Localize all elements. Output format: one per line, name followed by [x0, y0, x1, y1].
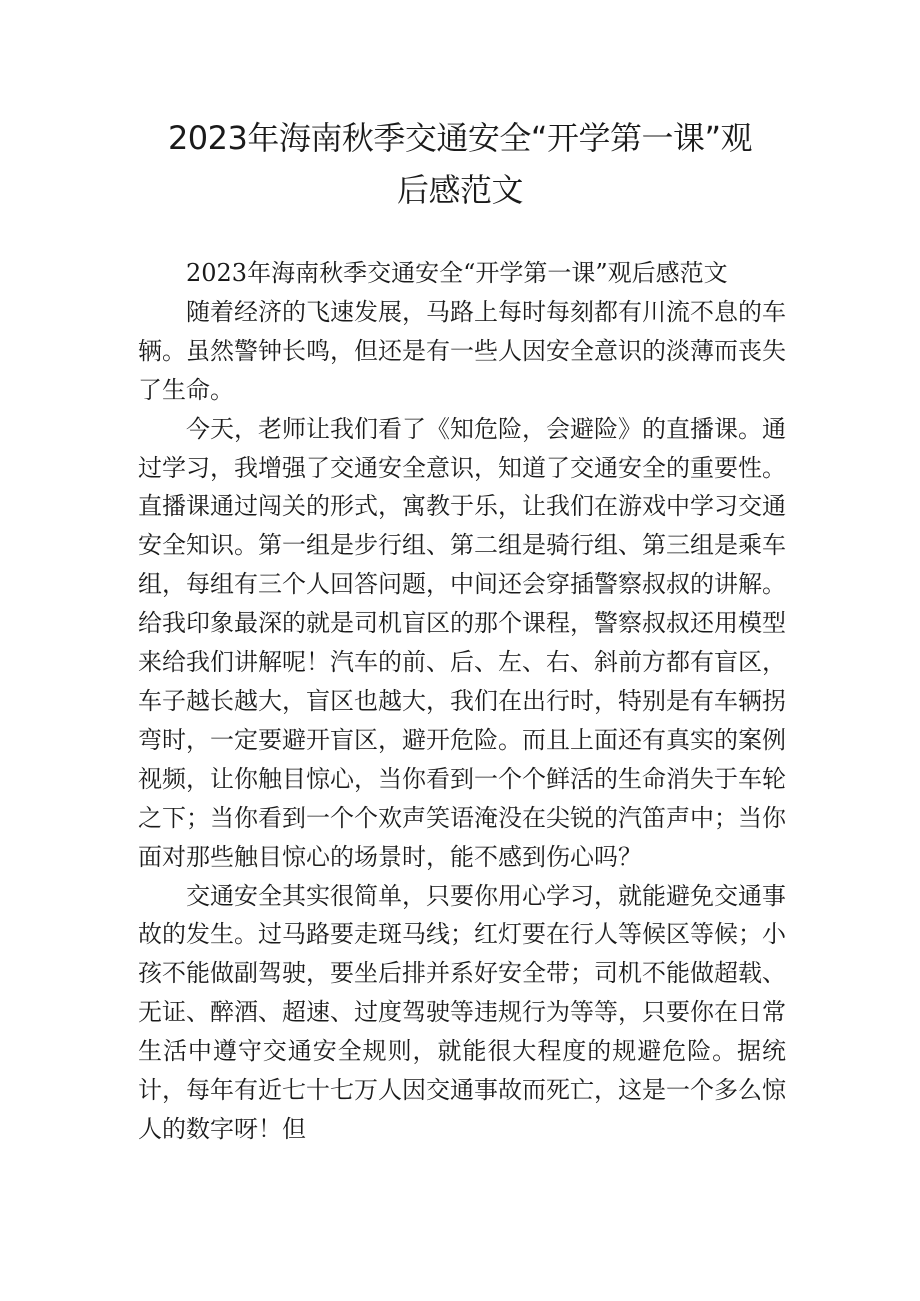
paragraph-3: 交通安全其实很简单，只要你用心学习，就能避免交通事故的发生。过马路要走斑马线；红灯要在行人等候区等候；小孩不能做副驾驶，要坐后排并系好安全带；司机不能做超载、无证、醉酒、超速、过度驾驶等违规行为等等，只要你在日常生活中遵守交通安全规则，就能很大程度的规避危险。据统计，每年有近七十七万人因交通事故而死亡，这是一个多么惊人的数字呀！但: [138, 881, 786, 1143]
paragraph-1: 随着经济的飞速发展，马路上每时每刻都有川流不息的车辆。虽然警钟长鸣，但还是有一些人因安全意识的淡薄而丧失了生命。: [138, 297, 786, 404]
document-title-line-1: 2023年海南秋季交通安全“开学第一课”观: [167, 119, 753, 157]
document-body: [138, 254, 786, 1149]
paragraph-2: 今天，老师让我们看了《知危险，会避险》的直播课。通过学习，我增强了交通安全意识，知道了交通安全的重要性。直播课通过闯关的形式，寓教于乐，让我们在游戏中学习交通安全知识。第一组是步行组、第二组是骑行组、第三组是乘车组，每组有三个人回答问题，中间还会穿插警察叔叔的讲解。给我印象最深的就是司机盲区的那个课程，警察叔叔还用模型来给我们讲解呢！汽车的前、后、左、右、斜前方都有盲区，车子越长越大，盲区也越大，我们在出行时，特别是有车辆拐弯时，一定要避开盲区，避开危险。而且上面还有真实的案例视频，让你触目惊心，当你看到一个个鲜活的生命消失于车轮之下；当你看到一个个欢声笑语淹没在尖锐的汽笛声中；当你面对那些触目惊心的场景时，能不感到伤心吗？: [138, 414, 786, 871]
paragraph-subtitle: 2023年海南秋季交通安全“开学第一课”观后感范文: [186, 259, 728, 287]
document-title: [120, 112, 800, 216]
document-title-line-2: 后感范文: [396, 171, 523, 209]
